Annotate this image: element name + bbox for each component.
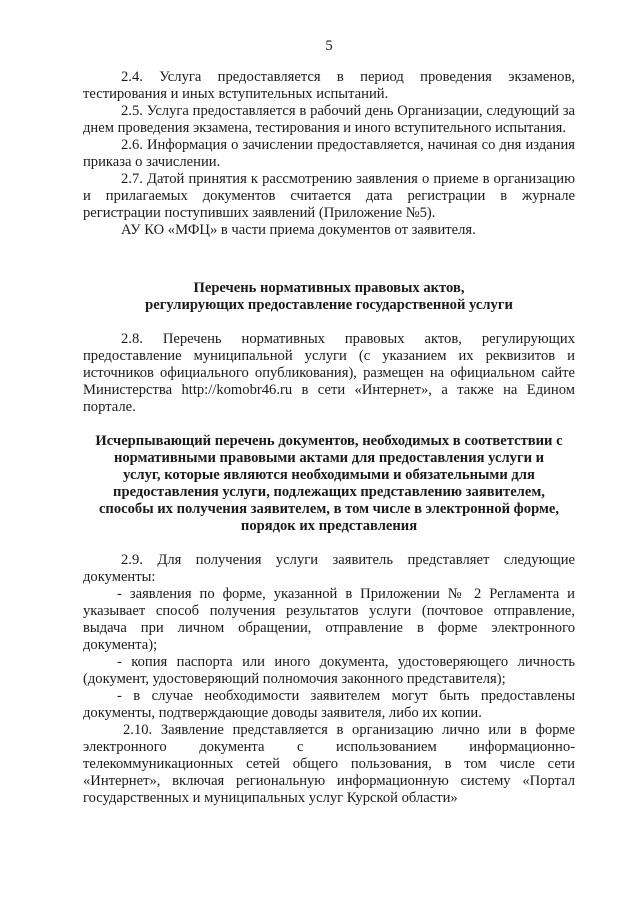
paragraph-mfc: АУ КО «МФЦ» в части приема документов от заявителя.	[121, 222, 476, 238]
heading-line: Перечень нормативных правовых актов,	[193, 280, 465, 296]
section-heading-normative-acts	[83, 280, 575, 314]
paragraph-2-9: 2.9. Для получения услуги заявитель представляет следующие документы:	[83, 552, 575, 585]
list-item-supporting-documents: - в случае необходимости заявителем могут быть предоставлены документы, подтверждающие доводы заявителя, либо их копии.	[83, 688, 575, 721]
paragraph-2-4: 2.4. Услуга предоставляется в период проведения экзаменов, тестирования и иных вступительных испытаний.	[83, 69, 575, 102]
paragraph-2-6: 2.6. Информация о зачислении предоставляется, начиная со дня издания приказа о зачислении.	[83, 137, 575, 170]
document-page	[83, 38, 575, 807]
paragraph-2-5: 2.5. Услуга предоставляется в рабочий день Организации, следующий за днем проведения экзамена, тестирования и иного вступительного испытания.	[83, 103, 575, 136]
heading-line: предоставления услуги, подлежащих представлению заявителем,	[113, 484, 545, 500]
heading-line: Исчерпывающий перечень документов, необходимых в соответствии с	[95, 433, 563, 449]
page-number: 5	[325, 38, 333, 54]
heading-line: нормативными правовыми актами для предоставления услуги и	[113, 450, 545, 466]
paragraph-2-7: 2.7. Датой принятия к рассмотрению заявления о приеме в организацию и прилагаемых документов считается дата регистрации в журнале регистрации поступивших заявлений (Приложение №5).	[83, 171, 575, 221]
list-item-application: - заявления по форме, указанной в Приложении № 2 Регламента и указывает способ получения результатов услуги (почтовое отправление, выдача при личном обращении, отправление в форме электронного документа);	[83, 586, 575, 653]
heading-line: регулирующих предоставление государственной услуги	[145, 297, 513, 313]
heading-line: порядок их представления	[240, 518, 418, 534]
heading-line: способы их получения заявителем, в том числе в электронной форме,	[98, 501, 560, 517]
list-item-passport: - копия паспорта или иного документа, удостоверяющего личность (документ, удостоверяющий полномочия законного представителя);	[83, 654, 575, 687]
section-heading-documents-list	[83, 433, 575, 535]
paragraph-2-10: 2.10. Заявление представляется в организацию лично или в форме электронного документа с использованием информационно-телекоммуникационных сетей общего пользования, в том числе сети «Интернет», включая региональную информационную систему «Портал государственных и муниципальных услуг Курской области»	[83, 722, 575, 806]
heading-line: услуг, которые являются необходимыми и обязательными для	[123, 467, 535, 483]
paragraph-2-8: 2.8. Перечень нормативных правовых актов, регулирующих предоставление муниципальной услуги (с указанием их реквизитов и источников официального опубликования), размещен на официальном сайте Министерства http://komobr46.ru в сети «Интернет», а также на Едином портале.	[83, 331, 575, 415]
